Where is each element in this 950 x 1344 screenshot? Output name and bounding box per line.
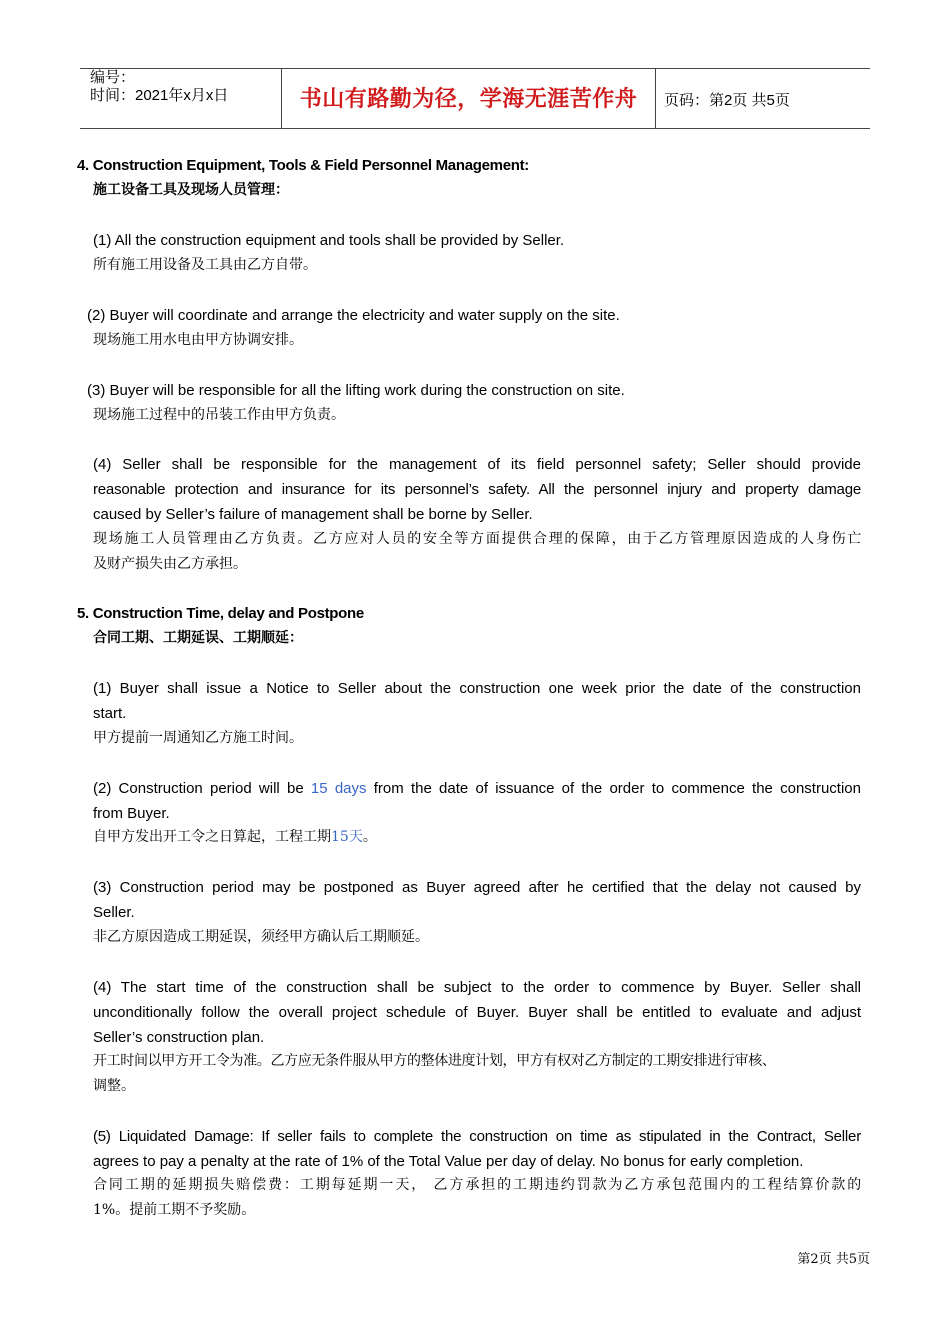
section-5-title-cn: 合同工期、工期延误、工期顺延： — [93, 630, 303, 646]
s5-item5-cn-line1: 合同工期的延期损失赔偿费：工期每延期一天， 乙方承担的工期违约罚款为乙方承包范围内的工程结算价款的 — [93, 1177, 861, 1193]
s5-item1-en-line2: start. — [93, 705, 127, 722]
s5-item3-cn: 非乙方原因造成工期延误，须经甲方确认后工期顺延。 — [93, 929, 429, 945]
s5-item2-en-line2: from Buyer. — [93, 805, 170, 822]
header-meta — [90, 69, 228, 105]
s4-item4-cn-line1: 现场施工人员管理由乙方负责。乙方应对人员的安全等方面提供合理的保障，由于乙方管理原因造成的人身伤亡 — [93, 531, 861, 547]
s4-item3-cn: 现场施工过程中的吊装工作由甲方负责。 — [93, 407, 345, 423]
footer-page-number: 第2页 共5页 — [797, 1252, 870, 1267]
section-5-title: 5. Construction Time, delay and Postpone — [77, 605, 364, 622]
s4-item4-en-line2: reasonable protection and insurance for its personnel’s safety. All the personnel injury and property damage — [93, 481, 861, 498]
s5-item2-cn-days: 15天 — [331, 829, 363, 845]
s5-item2-en-post: from the date of issuance of the order to commence the construction — [366, 780, 861, 797]
s5-item3-en-line2: Seller. — [93, 904, 135, 921]
s5-item5-en-line2: agrees to pay a penalty at the rate of 1% of the Total Value per day of delay. No bonus for early completion. — [93, 1153, 804, 1170]
header-bottom-rule — [80, 128, 870, 129]
s4-item4-en-line1: (4) Seller shall be responsible for the management of its field personnel safety; Seller should provide — [93, 456, 861, 473]
s4-item4-cn-line2: 及财产损失由乙方承担。 — [93, 556, 247, 572]
header-motto: 书山有路勤为径，学海无涯苦作舟 — [299, 87, 638, 112]
s5-item4-en-line2: unconditionally follow the overall project schedule of Buyer. Buyer shall be entitled to evaluate and adjust — [93, 1004, 861, 1021]
s5-item4-en-line1: (4) The start time of the construction shall be subject to the order to commence by Buyer. Seller shall — [93, 979, 861, 996]
s4-item2-en: (2) Buyer will coordinate and arrange the electricity and water supply on the site. — [87, 307, 620, 324]
s5-item2-en-days: 15 days — [310, 780, 367, 797]
s4-item2-cn: 现场施工用水电由甲方协调安排。 — [93, 332, 303, 348]
s5-item3-en-line1: (3) Construction period may be postponed as Buyer agreed after he certified that the delay not caused by — [93, 879, 861, 896]
document-date: 时间：2021年x月x日 — [90, 87, 229, 104]
s5-item4-en-line3: Seller’s construction plan. — [93, 1029, 265, 1046]
header-divider-right — [655, 68, 656, 128]
s5-item4-cn-line2: 调整。 — [93, 1078, 135, 1094]
s5-item1-en-line1: (1) Buyer shall issue a Notice to Seller about the construction one week prior the date of the construction — [93, 680, 861, 697]
document-number-label: 编号： — [90, 69, 136, 86]
s5-item1-cn: 甲方提前一周通知乙方施工时间。 — [93, 730, 303, 746]
section-4-title-cn: 施工设备工具及现场人员管理： — [93, 182, 289, 198]
s5-item2-cn — [93, 825, 377, 850]
s4-item3-en: (3) Buyer will be responsible for all the lifting work during the construction on site. — [87, 382, 625, 399]
header-page-number: 页码：第2页 共5页 — [664, 92, 790, 109]
s5-item2-cn-pre: 自甲方发出开工令之日算起，工程工期 — [93, 829, 331, 845]
s5-item2-en-pre: (2) Construction period will be — [93, 780, 311, 797]
s5-item2-cn-post: 。 — [362, 829, 377, 845]
s5-item5-cn-line2: 1%。提前工期不予奖励。 — [93, 1202, 256, 1218]
s5-item4-cn-line1: 开工时间以甲方开工令为准。乙方应无条件服从甲方的整体进度计划，甲方有权对乙方制定的工期安排进行审核、 — [93, 1053, 776, 1069]
s4-item4-en-line3: caused by Seller’s failure of management shall be borne by Seller. — [93, 506, 533, 523]
s5-item5-en-line1: (5) Liquidated Damage: If seller fails to complete the construction on time as stipulated in the Contract, Seller — [93, 1128, 861, 1145]
s4-item1-cn: 所有施工用设备及工具由乙方自带。 — [93, 257, 317, 273]
section-4-title: 4. Construction Equipment, Tools & Field Personnel Management: — [77, 157, 529, 174]
s5-item2-en-line1 — [93, 776, 861, 801]
s4-item1-en: (1) All the construction equipment and tools shall be provided by Seller. — [93, 232, 565, 249]
